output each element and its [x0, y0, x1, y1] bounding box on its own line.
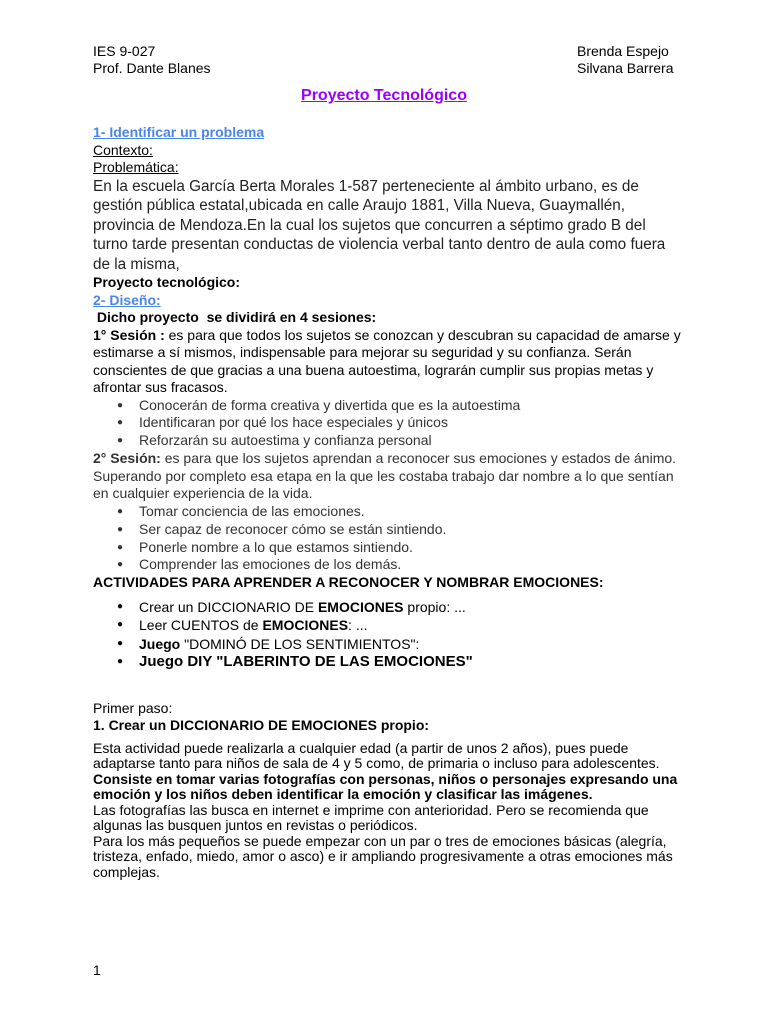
list-item: ● Ponerle nombre a lo que estamos sintiendo.: [117, 538, 413, 555]
author-1: Brenda Espejo: [577, 43, 669, 59]
proyecto-label: Proyecto tecnológico:: [93, 274, 241, 290]
header-right: [577, 43, 674, 77]
primer-paso-p4: Para los más pequeños se puede empezar con un par o tres de emociones básicas (alegría, tristeza, enfado, miedo, amor o asco) e ir ampliando progresivamente a otras emociones más complejas.: [93, 832, 673, 880]
bullet-icon: ●: [117, 399, 124, 411]
list-item: ● Tomar conciencia de las emociones.: [117, 502, 365, 519]
list-item: ● Ser capaz de reconocer cómo se están sintiendo.: [117, 520, 447, 537]
primer-paso-p3: Las fotografías las busca en internet e imprime con anterioridad. Pero se recomienda que algunas las busquen juntos en revistas o periódicos.: [93, 801, 649, 834]
bullet-icon: ●: [117, 559, 124, 571]
school-name: IES 9-027: [93, 43, 156, 59]
sesion2-label: 2° Sesión:: [93, 450, 161, 467]
section1-heading[interactable]: 1- Identificar un problema: [93, 124, 265, 140]
header-left: [93, 43, 211, 77]
list-item: ● Comprender las emociones de los demás.: [117, 556, 402, 573]
bullet-icon: ●: [117, 656, 124, 668]
document-title: Proyecto Tecnológico: [301, 87, 467, 104]
author-2: Silvana Barrera: [577, 60, 674, 76]
list-item: ● Conocerán de forma creativa y divertida que es la autoestima: [117, 396, 521, 413]
list-item: ● Juego DIY "LABERINTO DE LAS EMOCIONES": [117, 653, 473, 671]
sessions-intro: Dicho proyecto se dividirá en 4 sesiones:: [93, 309, 377, 325]
bullet-icon: ●: [117, 637, 124, 649]
bullet-icon: ●: [117, 417, 124, 429]
list-item: ● Juego "DOMINÓ DE LOS SENTIMIENTOS":: [117, 635, 420, 652]
primer-paso-p2: Consiste en tomar varias fotografías con personas, niños o personajes expresando una emoción y los niños deben identificar la emoción y clasificar las imágenes.: [93, 770, 678, 803]
bullet-icon: ●: [117, 435, 124, 447]
list-item: ● Leer CUENTOS de EMOCIONES: ...: [117, 617, 368, 634]
contexto-label: Contexto:: [93, 141, 153, 158]
primer-paso-label: Primer paso:: [93, 699, 173, 716]
bullet-icon: ●: [117, 505, 124, 517]
sesion1-list: [93, 397, 683, 451]
primer-paso-p1: Esta actividad puede realizarla a cualquier edad (a partir de unos 2 años), pues puede adaptarse tanto para niños de sala de 4 y 5 como, de primaria o incluso para adolescentes.: [93, 739, 660, 772]
sesion1-label: 1° Sesión :: [93, 326, 165, 343]
list-item: ● Identificaran por qué los hace especiales y únicos: [117, 414, 448, 431]
sesion1-text: es para que todos los sujetos se conozcan y descubran su capacidad de amarse y estimarse a sí mismos, indispensable para mejorar su seguridad y su confianza. Serán conscientes de que gracias a una buena autoestima, lograrán cumplir sus propias metas y afrontar sus fracasos.: [93, 326, 681, 395]
bullet-icon: ●: [117, 619, 124, 631]
primer-paso-heading: 1. Crear un DICCIONARIO DE EMOCIONES propio:: [93, 717, 430, 734]
bullet-icon: ●: [117, 523, 124, 535]
problematica-label: Problemática:: [93, 159, 179, 175]
section2-heading[interactable]: 2- Diseño:: [93, 291, 161, 308]
page-number: 1: [93, 962, 101, 978]
list-item: ● Crear un DICCIONARIO DE EMOCIONES propio: ...: [117, 598, 466, 615]
professor-name: Prof. Dante Blanes: [93, 60, 211, 76]
document-body: [93, 124, 683, 880]
actividades-heading: ACTIVIDADES PARA APRENDER A RECONOCER Y NOMBRAR EMOCIONES:: [93, 574, 604, 591]
sesion2-list: [93, 503, 683, 575]
actividades-list: [93, 598, 683, 672]
sesion2-text: es para que los sujetos aprendan a reconocer sus emociones y estados de ánimo. Superando por completo esa etapa en la que les costaba trabajo dar nombre a lo que sentían en cualquier experiencia de la vida.: [93, 450, 677, 502]
problem-paragraph: En la escuela García Berta Morales 1-587 perteneciente al ámbito urbano, es de gestión pública estatal,ubicada en calle Araujo 1881, Villa Nueva, Guaymallén, provincia de Mendoza.En la cual los sujetos que concurren a séptimo grado B del turno tarde presentan conductas de violencia verbal tanto dentro de aula como fuera de la misma,: [93, 177, 666, 273]
bullet-icon: ●: [117, 600, 124, 612]
list-item: ● Reforzarán su autoestima y confianza personal: [117, 432, 432, 449]
bullet-icon: ●: [117, 541, 124, 553]
